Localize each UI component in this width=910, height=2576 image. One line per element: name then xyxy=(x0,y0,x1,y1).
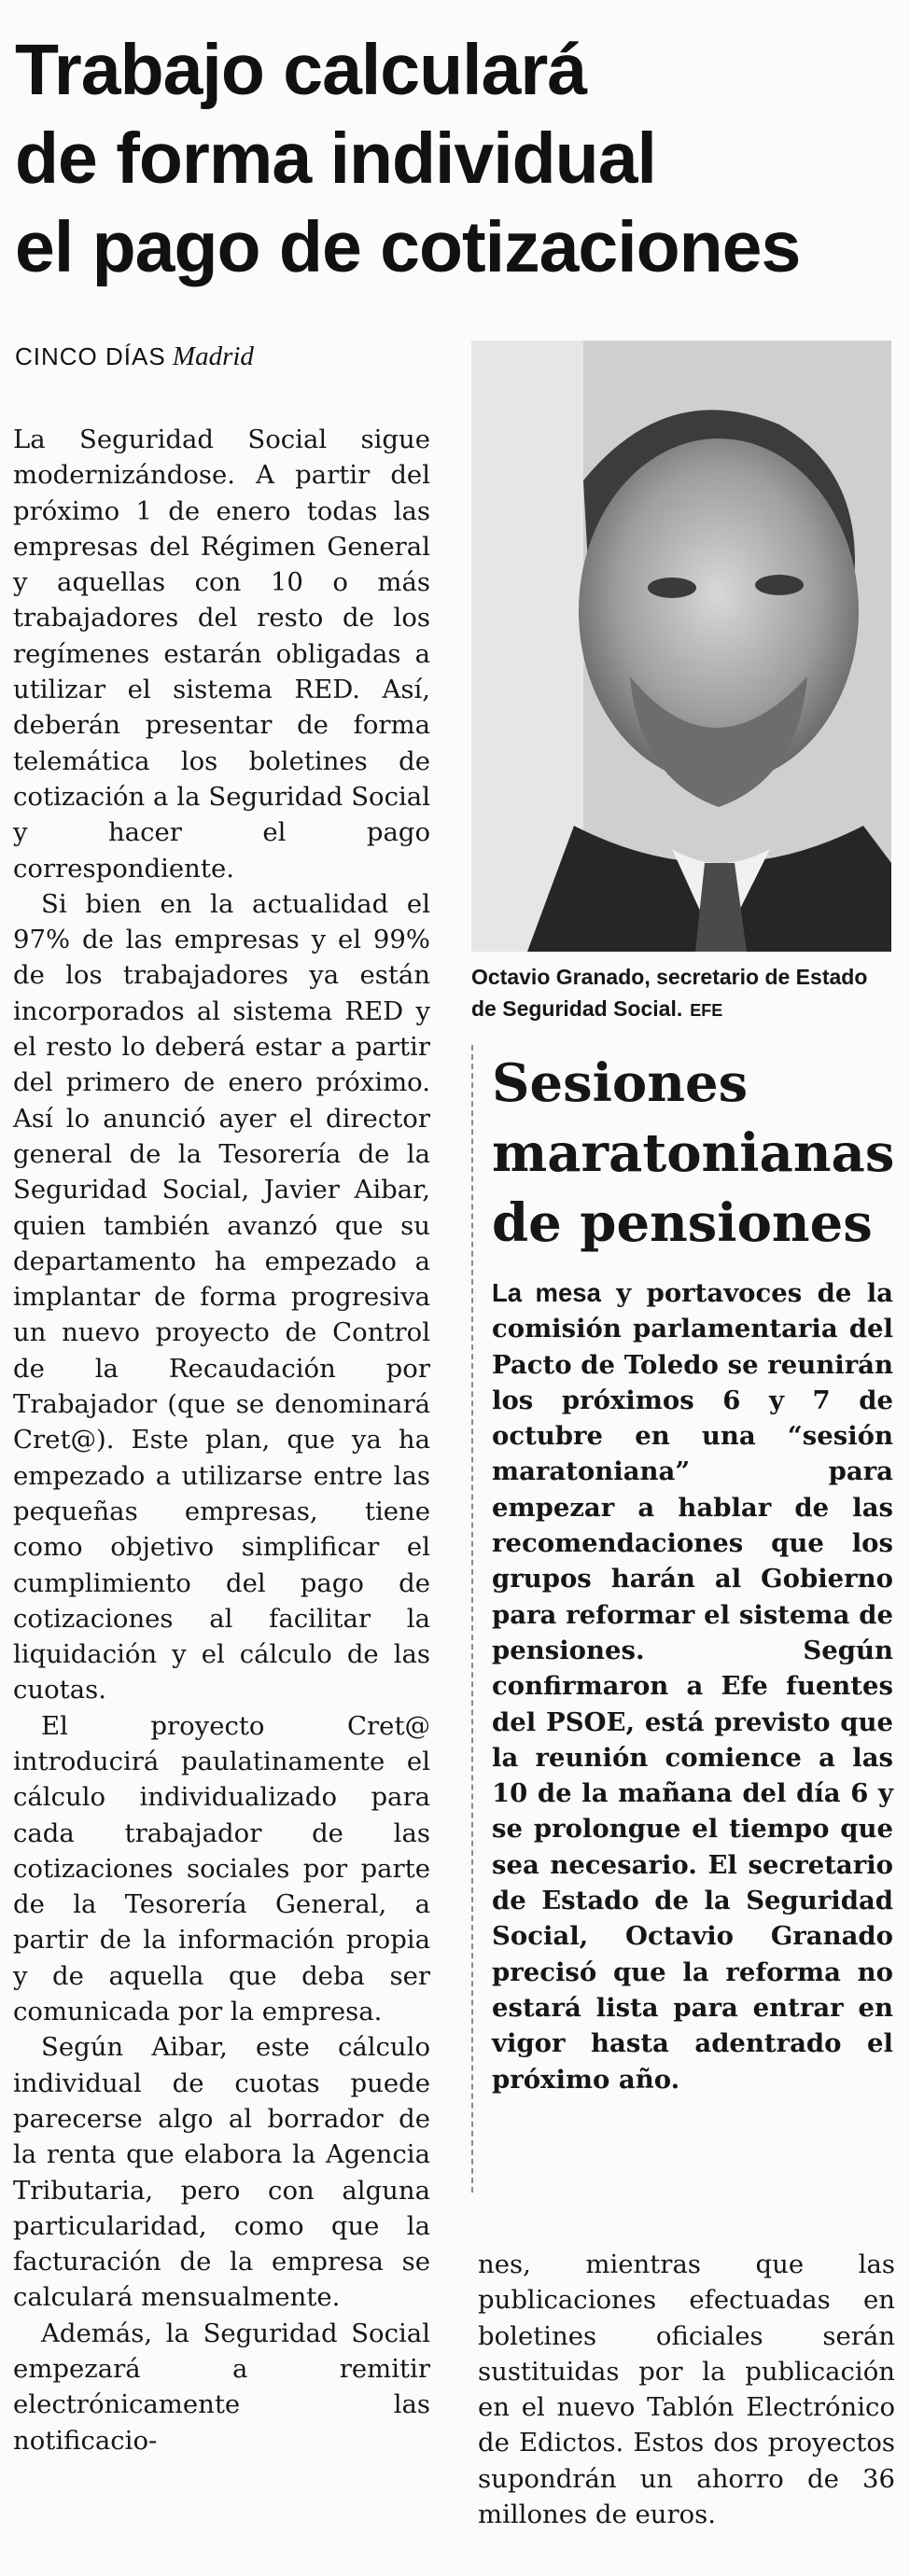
headline-line-2: de forma individual xyxy=(15,118,656,199)
sidebar-title-line-2: maratonianas xyxy=(492,1122,895,1184)
sidebar-lead: La mesa xyxy=(492,1278,601,1307)
photo-credit: EFE xyxy=(690,1001,723,1020)
portrait-illustration xyxy=(471,341,891,952)
article-paragraph-5: Además, la Seguridad Social empezará a remitir electrónicamente las notificacio- xyxy=(13,2318,430,2456)
article-paragraph-1: La Seguridad Social sigue modernizándose. A partir del próximo 1 de enero todas las empresas del Régimen General y aquellas con 10 o más trabajadores del resto de los regímenes estarán obligadas a utilizar el sistema RED. Así, deberán presentar de forma telemática los boletines de cotización a la Seguridad Social y hacer el pago correspondiente. xyxy=(13,425,430,884)
article-continuation: nes, mientras que las publicaciones efectuadas en boletines oficiales serán sustituidas por la publicación en el nuevo Tablón Electrónico de Edictos. Estos dos proyectos supondrán un ahorro de 36 millones de euros. xyxy=(478,2249,895,2530)
photo-caption-text: Octavio Granado, secretario de Estado de Seguridad Social. xyxy=(471,965,868,1021)
sidebar-body-text: y portavoces de la comisión parlamentaria del Pacto de Toledo se reunirán los próximos 6 y 7 de octubre en una “sesión maratoniana” para empezar a hablar de las recomendaciones que los grupos harán al Gobierno para reformar el sistema de pensiones. Según confirmaron a Efe fuentes del PSOE, está previsto que la reunión comience a las 10 de la mañana del día 6 y se prolongue el tiempo que sea necesario. El secretario de Estado de la Seguridad Social, Octavio Granado precisó que la reforma no estará lista para entrar en vigor hasta adentrado el próximo año. xyxy=(492,1278,893,2095)
portrait-photo xyxy=(471,341,891,952)
headline-line-3: el pago de cotizaciones xyxy=(15,207,801,287)
article-paragraph-3: El proyecto Cret@ introducirá paulatinamente el cálculo individualizado para cada trabajador de las cotizaciones sociales por parte de la Tesorería General, a partir de la información propia y de aquella que deba ser comunicada por la empresa. xyxy=(13,1710,430,2027)
article-body-left-column xyxy=(13,422,430,2458)
headline-line-1: Trabajo calculará xyxy=(15,30,587,110)
sidebar-title-line-3: de pensiones xyxy=(492,1192,873,1254)
sidebar-body xyxy=(492,1275,893,2097)
byline xyxy=(15,341,254,372)
sidebar-box xyxy=(471,1045,893,2193)
byline-agency: CINCO DÍAS xyxy=(15,342,166,370)
sidebar-title-line-1: Sesiones xyxy=(492,1052,749,1114)
article-paragraph-4: Según Aibar, este cálculo individual de cuotas puede parecerse algo al borrador de la renta que elabora la Agencia Tributaria, pero con alguna particularidad, como que la facturación de la empresa se calculará mensualmente. xyxy=(13,2032,430,2313)
headline xyxy=(15,26,892,292)
sidebar-title xyxy=(492,1049,893,1259)
photo-caption xyxy=(471,961,896,1026)
article-paragraph-2: Si bien en la actualidad el 97% de las empresas y el 99% de los trabajadores ya están incorporados al sistema RED y el resto lo deberá estar a partir del primero de enero próximo. Así lo anunció ayer el director general de la Tesorería de la Seguridad Social, Javier Aibar, quien también avanzó que su departamento ha empezado a implantar de forma progresiva un nuevo proyecto de Control de la Recaudación por Trabajador (que se denominará Cret@). Este plan, que ya ha empezado a utilizarse entre las pequeñas empresas, tiene como objetivo simplificar el cumplimiento del pago de cotizaciones al facilitar la liquidación y el cálculo de las cuotas. xyxy=(13,888,430,1706)
byline-city: Madrid xyxy=(172,341,254,371)
